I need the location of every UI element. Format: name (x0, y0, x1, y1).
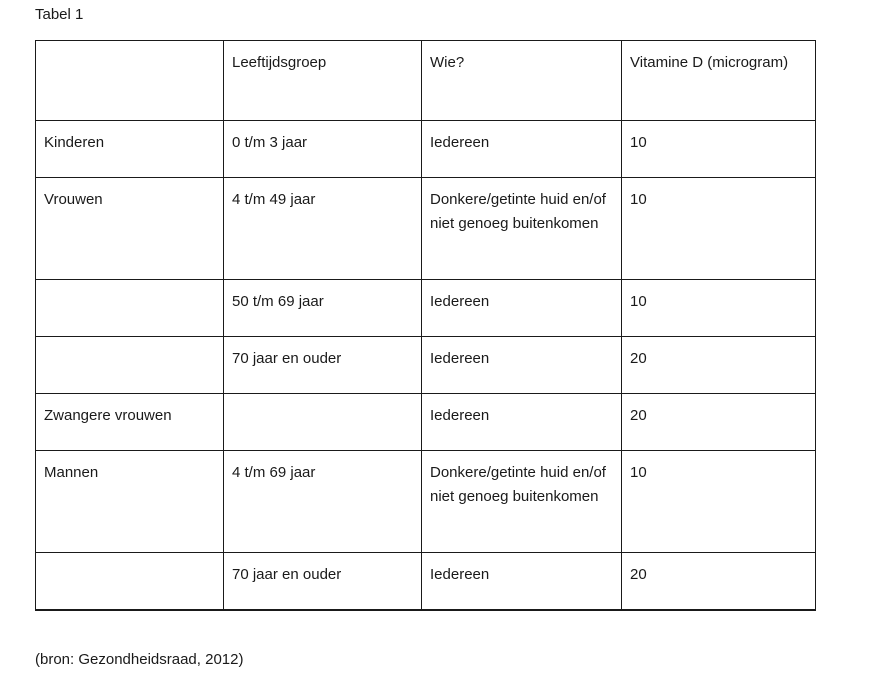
cell-vitamin-d: 10 (622, 121, 816, 178)
cell-group (36, 280, 224, 337)
cell-group (36, 553, 224, 610)
table-row (36, 337, 816, 394)
cell-age-group: 0 t/m 3 jaar (224, 121, 422, 178)
cell-who: Iedereen (422, 121, 622, 178)
table-row (36, 178, 816, 280)
table-row (36, 121, 816, 178)
cell-age-group: 4 t/m 69 jaar (224, 451, 422, 553)
cell-who: Iedereen (422, 280, 622, 337)
table-row (36, 280, 816, 337)
cell-age-group: 50 t/m 69 jaar (224, 280, 422, 337)
cell-vitamin-d: 20 (622, 337, 816, 394)
cell-who: Donkere/getinte huid en/of niet genoeg buitenkomen (422, 451, 622, 553)
cell-who: Iedereen (422, 553, 622, 610)
table-caption: Tabel 1 (35, 6, 84, 23)
cell-group: Zwangere vrouwen (36, 394, 224, 451)
cell-age-group: 70 jaar en ouder (224, 337, 422, 394)
cell-vitamin-d: 20 (622, 553, 816, 610)
cell-group: Vrouwen (36, 178, 224, 280)
cell-who: Iedereen (422, 394, 622, 451)
cell-vitamin-d: 10 (622, 451, 816, 553)
cell-age-group (224, 394, 422, 451)
cell-vitamin-d: 10 (622, 178, 816, 280)
table-row (36, 553, 816, 610)
cell-who: Iedereen (422, 337, 622, 394)
source-note: (bron: Gezondheidsraad, 2012) (35, 651, 244, 668)
table-row (36, 394, 816, 451)
table-row (36, 451, 816, 553)
header-cell-who: Wie? (422, 41, 622, 121)
cell-age-group: 70 jaar en ouder (224, 553, 422, 610)
cell-group (36, 337, 224, 394)
cell-vitamin-d: 20 (622, 394, 816, 451)
cell-vitamin-d: 10 (622, 280, 816, 337)
cell-who: Donkere/getinte huid en/of niet genoeg buitenkomen (422, 178, 622, 280)
header-cell-group (36, 41, 224, 121)
cell-group: Mannen (36, 451, 224, 553)
cell-age-group: 4 t/m 49 jaar (224, 178, 422, 280)
vitamin-d-table (35, 40, 816, 611)
table-header-row (36, 41, 816, 121)
header-cell-vitamin-d: Vitamine D (microgram) (622, 41, 816, 121)
header-cell-age-group: Leeftijdsgroep (224, 41, 422, 121)
cell-group: Kinderen (36, 121, 224, 178)
